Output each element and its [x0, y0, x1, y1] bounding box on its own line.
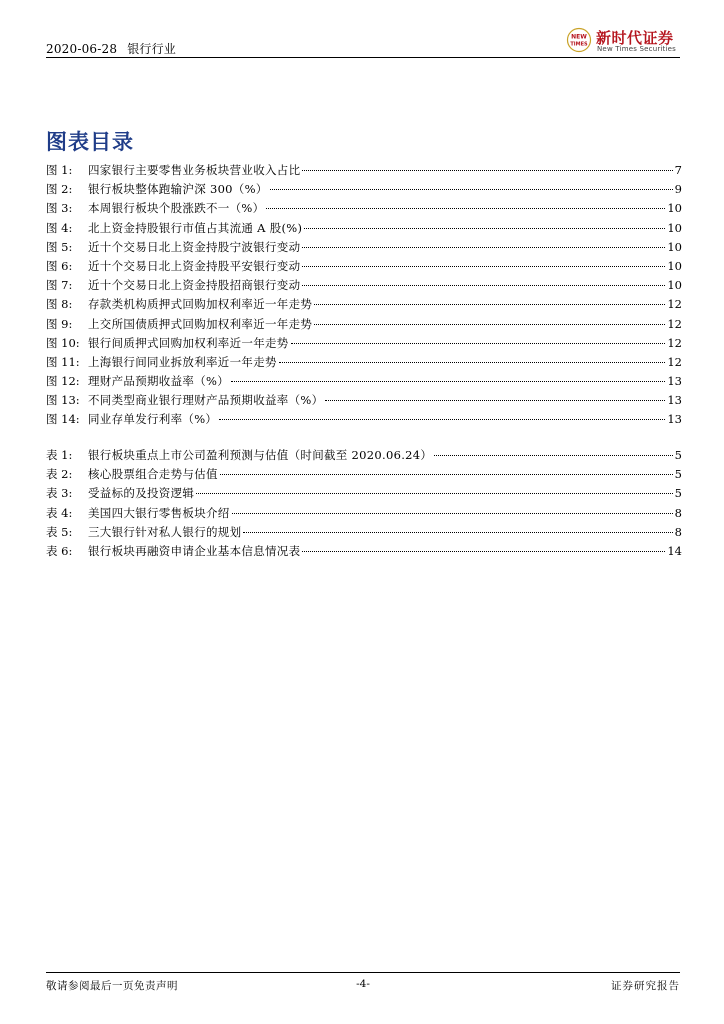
- page-header: [46, 0, 680, 58]
- figure-entry-title: 银行间质押式回购加权利率近一年走势: [88, 335, 289, 350]
- figure-entry-label: 图 4:: [46, 220, 73, 235]
- figure-entry-title: 银行板块整体跑输沪深 300（%）: [88, 182, 268, 197]
- figure-entry-page: 12: [667, 297, 682, 312]
- figure-entry[interactable]: [46, 334, 682, 353]
- figure-entry-label: 图 1:: [46, 163, 73, 177]
- figure-entry-page: 10: [667, 239, 682, 254]
- figure-entry-label: 图 8:: [46, 297, 73, 312]
- figure-entry-label: 图 3:: [46, 201, 73, 216]
- figure-entry-page: 10: [667, 258, 682, 273]
- table-entry-title: 银行板块重点上市公司盈利预测与估值（时间截至 2020.06.24）: [88, 448, 433, 462]
- figure-entry[interactable]: [46, 180, 682, 199]
- header-info: [46, 40, 176, 57]
- figure-entry-title: 近十个交易日北上资金持股招商银行变动: [88, 278, 301, 293]
- figure-entry-title: 近十个交易日北上资金持股宁波银行变动: [88, 239, 301, 254]
- figure-entry-title: 北上资金持股银行市值占其流通 A 股(%): [88, 220, 303, 235]
- table-entry-title: 三大银行针对私人银行的规划: [88, 524, 242, 539]
- table-entry[interactable]: [46, 523, 682, 542]
- figure-entry-label: 图 6:: [46, 258, 73, 273]
- figure-entry[interactable]: [46, 372, 682, 391]
- figure-entry-title: 理财产品预期收益率（%）: [88, 374, 230, 389]
- dot-leader: [232, 513, 673, 514]
- dot-leader: [243, 532, 672, 533]
- figure-list: [46, 161, 682, 430]
- dot-leader: [231, 381, 665, 382]
- figure-entry-label: 图 12:: [46, 374, 80, 389]
- figure-entry[interactable]: [46, 353, 682, 372]
- table-entry-label: 表 1:: [46, 448, 73, 462]
- table-entry-label: 表 2:: [46, 467, 73, 482]
- figure-entry-page: 13: [667, 374, 682, 389]
- dot-leader: [434, 455, 672, 456]
- figure-entry[interactable]: [46, 315, 682, 334]
- dot-leader: [266, 208, 665, 209]
- dot-leader: [302, 266, 665, 267]
- figure-entry-page: 7: [674, 163, 682, 177]
- figure-entry-title: 近十个交易日北上资金持股平安银行变动: [88, 258, 301, 273]
- table-entry-page: 5: [674, 448, 682, 462]
- svg-text:NEW: NEW: [571, 33, 587, 41]
- figure-entry-page: 12: [667, 316, 682, 331]
- table-entry-title: 核心股票组合走势与估值: [88, 467, 218, 482]
- figure-entry-title: 存款类机构质押式回购加权利率近一年走势: [88, 297, 313, 312]
- figure-entry-page: 13: [667, 412, 682, 427]
- figure-entry[interactable]: [46, 295, 682, 314]
- svg-text:TIMES: TIMES: [570, 41, 588, 48]
- dot-leader: [270, 189, 673, 190]
- figure-entry-title: 上交所国债质押式回购加权利率近一年走势: [88, 316, 313, 331]
- table-entry-label: 表 3:: [46, 486, 73, 501]
- figure-entry-title: 四家银行主要零售业务板块营业收入占比: [88, 163, 301, 177]
- table-entry-title: 银行板块再融资申请企业基本信息情况表: [88, 543, 301, 558]
- figure-entry[interactable]: [46, 391, 682, 410]
- page-title: 图表目录: [46, 130, 134, 154]
- figure-entry-title: 本周银行板块个股涨跌不一（%）: [88, 201, 265, 216]
- company-logo: [566, 27, 678, 55]
- figure-entry[interactable]: [46, 161, 682, 180]
- table-entry[interactable]: [46, 504, 682, 523]
- dot-leader: [220, 474, 673, 475]
- table-entry-label: 表 5:: [46, 524, 73, 539]
- figure-entry-page: 13: [667, 393, 682, 408]
- figure-entry-label: 图 9:: [46, 316, 73, 331]
- dot-leader: [314, 324, 665, 325]
- page-footer: [46, 972, 680, 1003]
- figure-entry-title: 同业存单发行利率（%）: [88, 412, 218, 427]
- figure-entry-page: 12: [667, 335, 682, 350]
- figure-entry-title: 不同类型商业银行理财产品预期收益率（%）: [88, 393, 324, 408]
- figure-entry[interactable]: [46, 410, 682, 429]
- figure-entry-label: 图 11:: [46, 354, 80, 369]
- dot-leader: [196, 493, 672, 494]
- dot-leader: [314, 304, 665, 305]
- dot-leader: [302, 170, 672, 171]
- figure-entry-label: 图 2:: [46, 182, 73, 197]
- table-entry[interactable]: [46, 542, 682, 561]
- table-entry-label: 表 4:: [46, 505, 73, 520]
- figure-entry[interactable]: [46, 238, 682, 257]
- figure-entry[interactable]: [46, 219, 682, 238]
- industry-name: 银行行业: [127, 42, 177, 56]
- figure-entry-page: 10: [667, 220, 682, 235]
- table-entry-page: 14: [667, 543, 682, 558]
- disclaimer-note: 敬请参阅最后一页免责声明: [46, 980, 178, 992]
- figure-entry-label: 图 13:: [46, 393, 80, 408]
- figure-entry-page: 10: [667, 201, 682, 216]
- report-type: 证券研究报告: [611, 980, 680, 992]
- figure-entry-page: 12: [667, 354, 682, 369]
- figure-entry[interactable]: [46, 257, 682, 276]
- dot-leader: [302, 285, 665, 286]
- table-entry[interactable]: [46, 446, 682, 465]
- figure-entry-page: 10: [667, 278, 682, 293]
- logo-chinese-name: 新时代证券: [596, 29, 674, 47]
- table-entry-label: 表 6:: [46, 543, 73, 558]
- table-entry-title: 美国四大银行零售板块介绍: [88, 505, 230, 520]
- page-number: -4-: [356, 978, 370, 990]
- table-entry-page: 8: [674, 524, 682, 539]
- dot-leader: [302, 551, 665, 552]
- table-entry-page: 5: [674, 486, 682, 501]
- table-entry[interactable]: [46, 465, 682, 484]
- figure-entry-label: 图 7:: [46, 278, 73, 293]
- dot-leader: [219, 419, 665, 420]
- table-entry-page: 5: [674, 467, 682, 482]
- dot-leader: [279, 362, 666, 363]
- dot-leader: [302, 247, 665, 248]
- figure-entry-label: 图 5:: [46, 239, 73, 254]
- table-entry-page: 8: [674, 505, 682, 520]
- logo-english-name: New Times Securities: [597, 45, 676, 53]
- dot-leader: [325, 400, 665, 401]
- figure-entry-label: 图 14:: [46, 412, 80, 427]
- logo-mark-icon: [566, 27, 592, 53]
- figure-entry[interactable]: [46, 276, 682, 295]
- figure-entry-title: 上海银行间同业拆放利率近一年走势: [88, 354, 277, 369]
- dot-leader: [304, 228, 665, 229]
- figure-entry-label: 图 10:: [46, 335, 80, 350]
- table-entry[interactable]: [46, 484, 682, 503]
- figure-entry[interactable]: [46, 199, 682, 218]
- table-entry-title: 受益标的及投资逻辑: [88, 486, 195, 501]
- report-date: 2020-06-28: [46, 42, 118, 56]
- dot-leader: [291, 343, 666, 344]
- table-list: [46, 446, 682, 561]
- figure-entry-page: 9: [674, 182, 682, 197]
